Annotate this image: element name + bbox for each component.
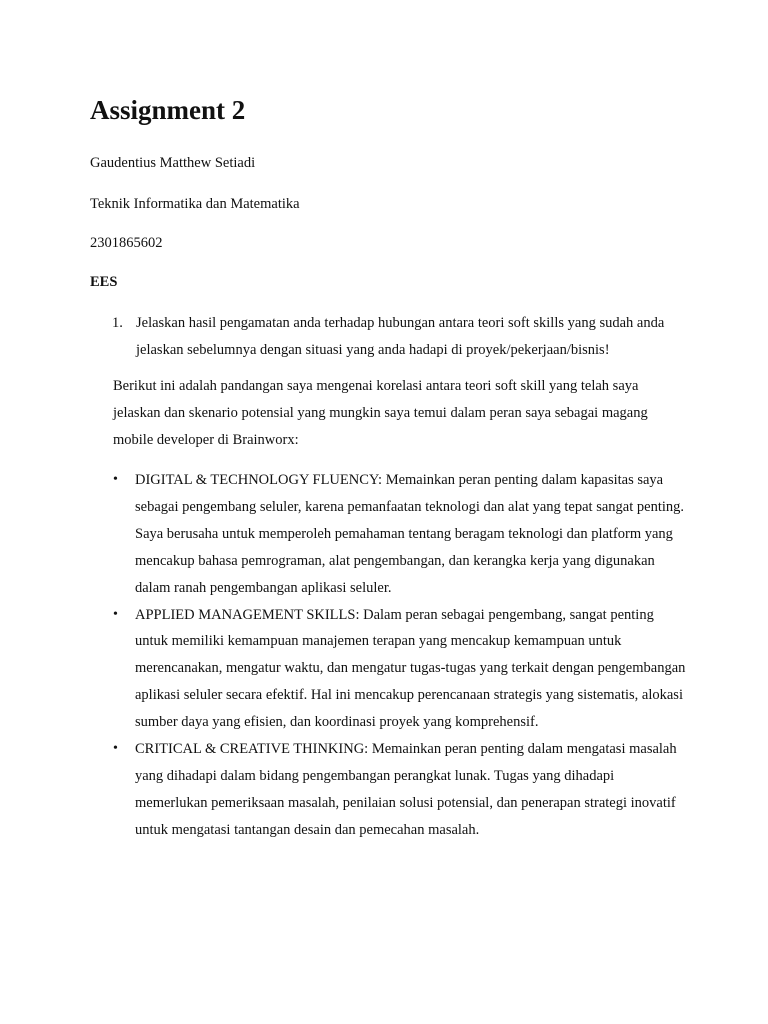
intro-paragraph: Berikut ini adalah pandangan saya mengenai korelasi antara teori soft skill yang telah saya jelaskan dan skenario potensial yang mungkin saya temui dalam peran saya sebagai magang mobile developer di Brainworx: [113, 378, 648, 448]
major-name: Teknik Informatika dan Matematika [90, 196, 300, 212]
student-id: 2301865602 [90, 235, 163, 251]
bullet-item [113, 467, 688, 602]
bullet-item [113, 602, 688, 737]
question-item [90, 310, 690, 364]
bullet-icon: • [113, 606, 118, 622]
bullet-text: CRITICAL & CREATIVE THINKING: Memainkan peran penting dalam mengatasi masalah yang dihadapi dalam bidang pengembangan perangkat lunak. Tugas yang dihadapi memerlukan pemeriksaan masalah, penilaian solusi potensial, dan penerapan strategi inovatif untuk mengatasi tantangan desain dan pemecahan masalah. [135, 741, 677, 838]
bullet-item [113, 736, 688, 844]
document-title: Assignment 2 [90, 95, 246, 125]
question-number: 1. [112, 315, 123, 331]
question-list [90, 310, 690, 364]
bullet-text: DIGITAL & TECHNOLOGY FLUENCY: Memainkan peran penting dalam kapasitas saya sebagai pengembang seluler, karena pemanfaatan teknologi dan alat yang tepat sangat penting. Saya berusaha untuk memperoleh pemahaman tentang beragam teknologi dan platform yang mencakup bahasa pemrograman, alat pengembangan, dan kerangka kerja yang digunakan dalam ranah pengembangan aplikasi seluler. [135, 472, 684, 596]
author-name: Gaudentius Matthew Setiadi [90, 155, 256, 171]
bullet-list [113, 467, 688, 844]
bullet-icon: • [113, 741, 118, 757]
bullet-text: APPLIED MANAGEMENT SKILLS: Dalam peran sebagai pengembang, sangat penting untuk memiliki kemampuan manajemen terapan yang mencakup kemampuan untuk merencanakan, mengatur waktu, dan mengatur tugas-tugas yang terkait dengan pengembangan aplikasi seluler secara efektif. Hal ini mencakup perencanaan strategis yang sistematis, alokasi sumber daya yang efisien, dan koordinasi proyek yang komprehensif. [135, 606, 686, 731]
bullet-icon: • [113, 472, 118, 487]
question-text: Jelaskan hasil pengamatan anda terhadap hubungan antara teori soft skills yang sudah anda jelaskan sebelumnya dengan situasi yang anda hadapi di proyek/pekerjaan/bisnis! [136, 315, 665, 358]
course-label: EES [90, 274, 118, 290]
